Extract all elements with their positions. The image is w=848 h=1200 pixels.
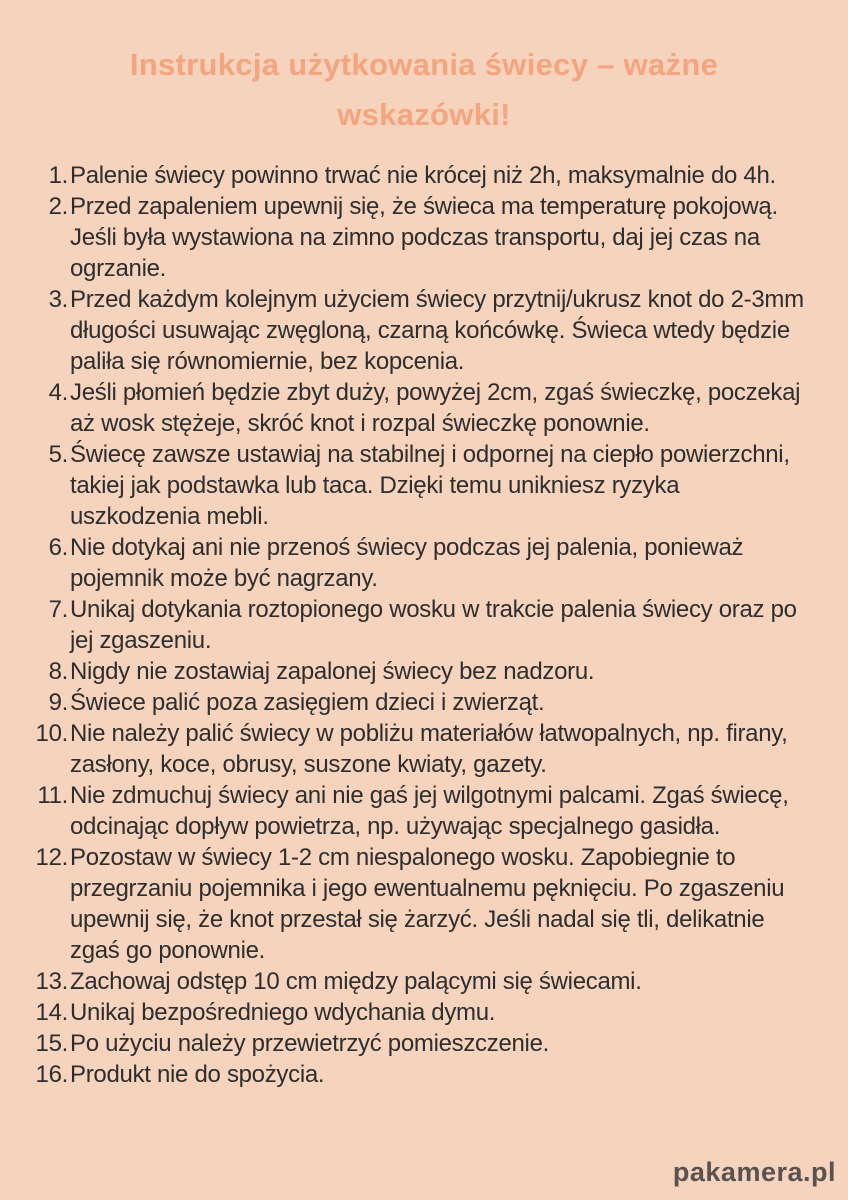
item-number: 13. (35, 968, 68, 995)
list-item (30, 718, 814, 780)
item-text: Nie zdmuchuj świecy ani nie gaś jej wilgotnymi palcami. Zgaś świecę, odcinając dopływ powietrza, np. używając specjalnego gasidła. (70, 782, 789, 840)
item-text: Przed każdym kolejnym użyciem świecy przytnij/ukrusz knot do 2-3mm długości usuwając zwęgloną, czarną końcówkę. Świeca wtedy będzie paliła się równomiernie, bez kopcenia. (70, 286, 804, 375)
item-text: Produkt nie do spożycia. (70, 1061, 325, 1088)
item-text: Nigdy nie zostawiaj zapalonej świecy bez nadzoru. (70, 658, 595, 685)
list-item (30, 842, 814, 966)
item-number: 2. (48, 193, 68, 220)
item-text: Jeśli płomień będzie zbyt duży, powyżej 2cm, zgaś świeczkę, poczekaj aż wosk stężeje, skróć knot i rozpal świeczkę ponownie. (70, 379, 801, 437)
item-number: 9. (48, 689, 68, 716)
list-item (30, 594, 814, 656)
item-text: Przed zapaleniem upewnij się, że świeca ma temperaturę pokojową. Jeśli była wystawiona na zimno podczas transportu, daj jej czas na ogrzanie. (70, 193, 778, 282)
list-item (30, 687, 814, 718)
list-item (30, 191, 814, 284)
item-text: Unikaj dotykania roztopionego wosku w trakcie palenia świecy oraz po jej zgaszeniu. (70, 596, 797, 654)
item-text: Zachowaj odstęp 10 cm między palącymi się świecami. (70, 968, 642, 995)
list-item (30, 780, 814, 842)
item-text: Nie dotykaj ani nie przenoś świecy podczas jej palenia, ponieważ pojemnik może być nagrzany. (70, 534, 744, 592)
item-number: 5. (48, 441, 68, 468)
item-number: 12. (35, 844, 68, 871)
list-item (30, 160, 814, 191)
item-number: 4. (48, 379, 68, 406)
item-text: Unikaj bezpośredniego wdychania dymu. (70, 999, 496, 1026)
list-item (30, 656, 814, 687)
item-text: Po użyciu należy przewietrzyć pomieszczenie. (70, 1030, 549, 1057)
list-item (30, 439, 814, 532)
instruction-list (0, 160, 848, 1090)
list-item (30, 1028, 814, 1059)
item-number: 8. (48, 658, 68, 685)
item-number: 3. (48, 286, 68, 313)
pakamera-logo: pakamera.pl (672, 1157, 836, 1187)
list-item (30, 284, 814, 377)
item-number: 10. (35, 720, 68, 747)
item-number: 14. (35, 999, 68, 1026)
list-item (30, 997, 814, 1028)
item-text: Nie należy palić świecy w pobliżu materiałów łatwopalnych, np. firany, zasłony, koce, obrusy, suszone kwiaty, gazety. (70, 720, 788, 778)
item-number: 7. (48, 596, 68, 623)
list-item (30, 1059, 814, 1090)
item-number: 16. (35, 1061, 68, 1088)
page-title: Instrukcja użytkowania świecy – ważne wskazówki! (129, 47, 719, 132)
item-number: 6. (48, 534, 68, 561)
item-text: Pozostaw w świecy 1-2 cm niespalonego wosku. Zapobiegnie to przegrzaniu pojemnika i jego ewentualnemu pęknięciu. Po zgaszeniu upewnij się, że knot przestał się żarzyć. Jeśli nadal się tli, delikatnie zgaś go ponownie. (70, 844, 785, 964)
list-item (30, 966, 814, 997)
item-number: 11. (37, 782, 68, 809)
item-text: Świece palić poza zasięgiem dzieci i zwierząt. (70, 689, 545, 716)
item-number: 1. (48, 162, 68, 189)
item-text: Świecę zawsze ustawiaj na stabilnej i odpornej na ciepło powierzchni, takiej jak podstawka lub taca. Dzięki temu unikniesz ryzyka uszkodzenia mebli. (70, 441, 790, 530)
list-item (30, 532, 814, 594)
list-item (30, 377, 814, 439)
item-number: 15. (35, 1030, 68, 1057)
item-text: Palenie świecy powinno trwać nie krócej niż 2h, maksymalnie do 4h. (70, 162, 776, 189)
